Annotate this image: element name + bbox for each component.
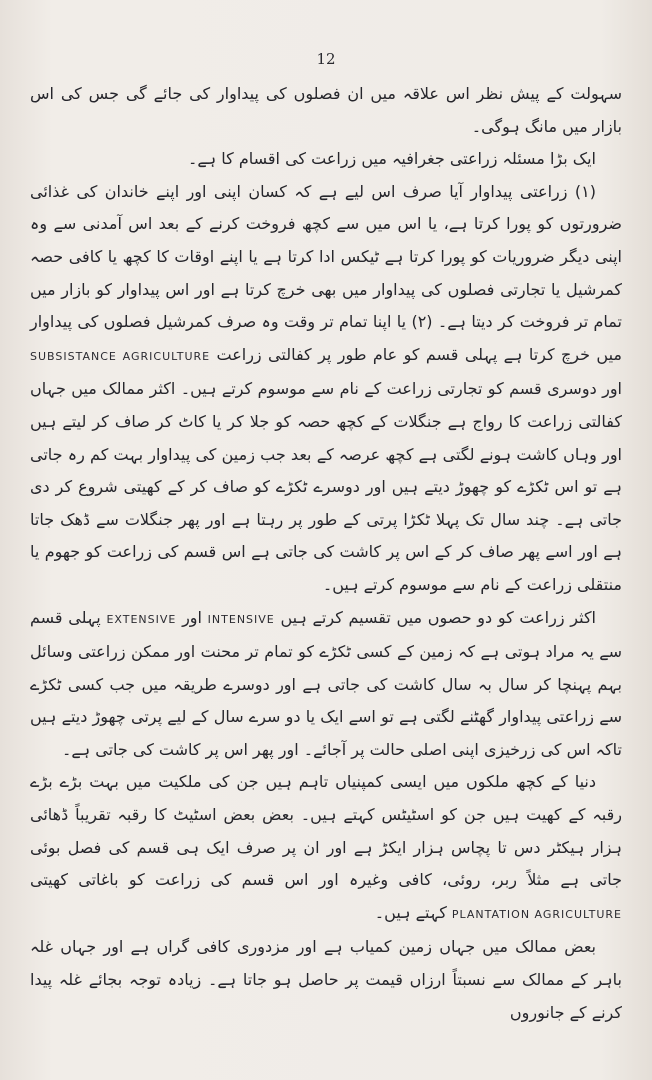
paragraph (30, 602, 622, 767)
latin-term: SUBSISTANCE AGRICULTURE (30, 349, 211, 363)
paragraph-text: کہتے ہیں۔ (374, 902, 452, 922)
paragraph-text: اور دوسری قسم کو تجارتی زراعت کے نام سے موسوم کرتے ہیں۔ اکثر ممالک میں جہاں کفالتی زراعت کا رواج ہے جنگلات کے کچھ حصہ کو جلا کر یا کاٹ کر صاف کر لیتے ہیں اور وہاں کاشت ہونے لگتی ہے کچھ عرصہ کے بعد جب زمین کی پیداوار بہت کم رہ جاتی ہے تو اس ٹکڑے کو چھوڑ دیتے ہیں اور دوسرے ٹکڑے کو صاف کر کے کھیتی شروع کر دی جاتی ہے۔ چند سال تک پہلا ٹکڑا پرتی کے طور پر رہتا ہے اور پھر جنگلات سے ڈھک جاتا ہے اور اسے پھر صاف کر کے اس پر کاشت کی جاتی ہے اس قسم کی زراعت کو جھوم یا منتقلی زراعت کے نام سے موسوم کرتے ہیں۔ (30, 379, 622, 594)
paragraph-text: سہولت کے پیش نظر اس علاقہ میں ان فصلوں کی پیداوار کی جائے گی جس کی اس بازار میں مانگ ہوگی۔ (30, 84, 622, 136)
paragraph-text: اور (176, 607, 208, 627)
body-text (30, 78, 622, 1029)
paragraph (30, 176, 622, 602)
paragraph-text: (۱) زراعتی پیداوار آیا صرف اس لیے ہے کہ کسان اپنی اور اپنے خاندان کی غذائی ضرورتوں کو پورا کرتا ہے، یا اس میں سے کچھ فروخت کرنے کے بعد اس آمدنی سے وہ اپنی دیگر ضروریات کو پورا کرتا ہے ٹیکس ادا کرتا ہے یا اپنے اوقات کا کچھ یا کافی حصہ کمرشیل یا تجارتی فصلوں کی پیداوار میں بھی خرچ کرتا ہے اور اس پیداوار کو بازار میں تمام تر فروخت کر دیتا ہے۔ (۲) یا اپنا تمام تر وقت وہ صرف کمرشیل فصلوں کی پیداوار میں خرچ کرتا ہے پہلی قسم کو عام طور پر کفالتی زراعت (30, 181, 622, 364)
paragraph (30, 766, 622, 931)
paragraph (30, 143, 622, 176)
paragraph (30, 931, 622, 1029)
paragraph-text: ایک بڑا مسئلہ زراعتی جغرافیہ میں زراعت کی اقسام کا ہے۔ (188, 149, 596, 169)
paragraph (30, 78, 622, 143)
latin-term: PLANTATION AGRICULTURE (451, 907, 622, 921)
paragraph-text: پہلی قسم سے یہ مراد ہوتی ہے کہ زمین کے کسی ٹکڑے کو تمام تر محنت اور ممکن زراعتی وسائل بہم پہنچا کر سال بہ سال کاشت کی جاتی ہے اور دوسرے طریقہ میں جب کسی ٹکڑے سے زراعتی پیداوار گھٹنے لگتی ہے تو اسے ایک یا دو سرے سال کے لیے پرتی چھوڑ دیتے ہیں تاکہ اس کی زرخیزی اپنی اصلی حالت پر آجائے۔ اور پھر اس پر کاشت کی جاتی ہے۔ (30, 607, 622, 759)
paragraph-text: اکثر زراعت کو دو حصوں میں تقسیم کرتے ہیں (274, 607, 597, 627)
latin-term: INTENSIVE (207, 612, 275, 626)
page-number: 12 (316, 50, 336, 68)
paragraph-text: بعض ممالک میں جہاں زمین کمیاب ہے اور مزدوری کافی گراں ہے اور جہاں غلہ باہر کے ممالک سے نسبتاً ارزاں قیمت پر حاصل ہو جاتا ہے۔ زیادہ توجہ بجائے غلہ پیدا کرنے کے جانوروں (30, 937, 622, 1022)
latin-term: EXTENSIVE (106, 612, 177, 626)
paragraph-text: دنیا کے کچھ ملکوں میں ایسی کمپنیاں تاہم ہیں جن کی ملکیت میں بہت بڑے بڑے رقبہ کے کھیت ہیں جن کو اسٹیٹس کہتے ہیں۔ بعض بعض اسٹیٹ کا رقبہ تقریباً ڈھائی ہزار ہیکٹر دس تا پچاس ہزار ایکڑ ہے اور ان پر صرف ایک ہی قسم کی فصل بوئی جاتی ہے مثلاً ربر، روئی، کافی وغیرہ اور اس قسم کی زراعت کو باغاتی کھیتی (30, 772, 622, 890)
